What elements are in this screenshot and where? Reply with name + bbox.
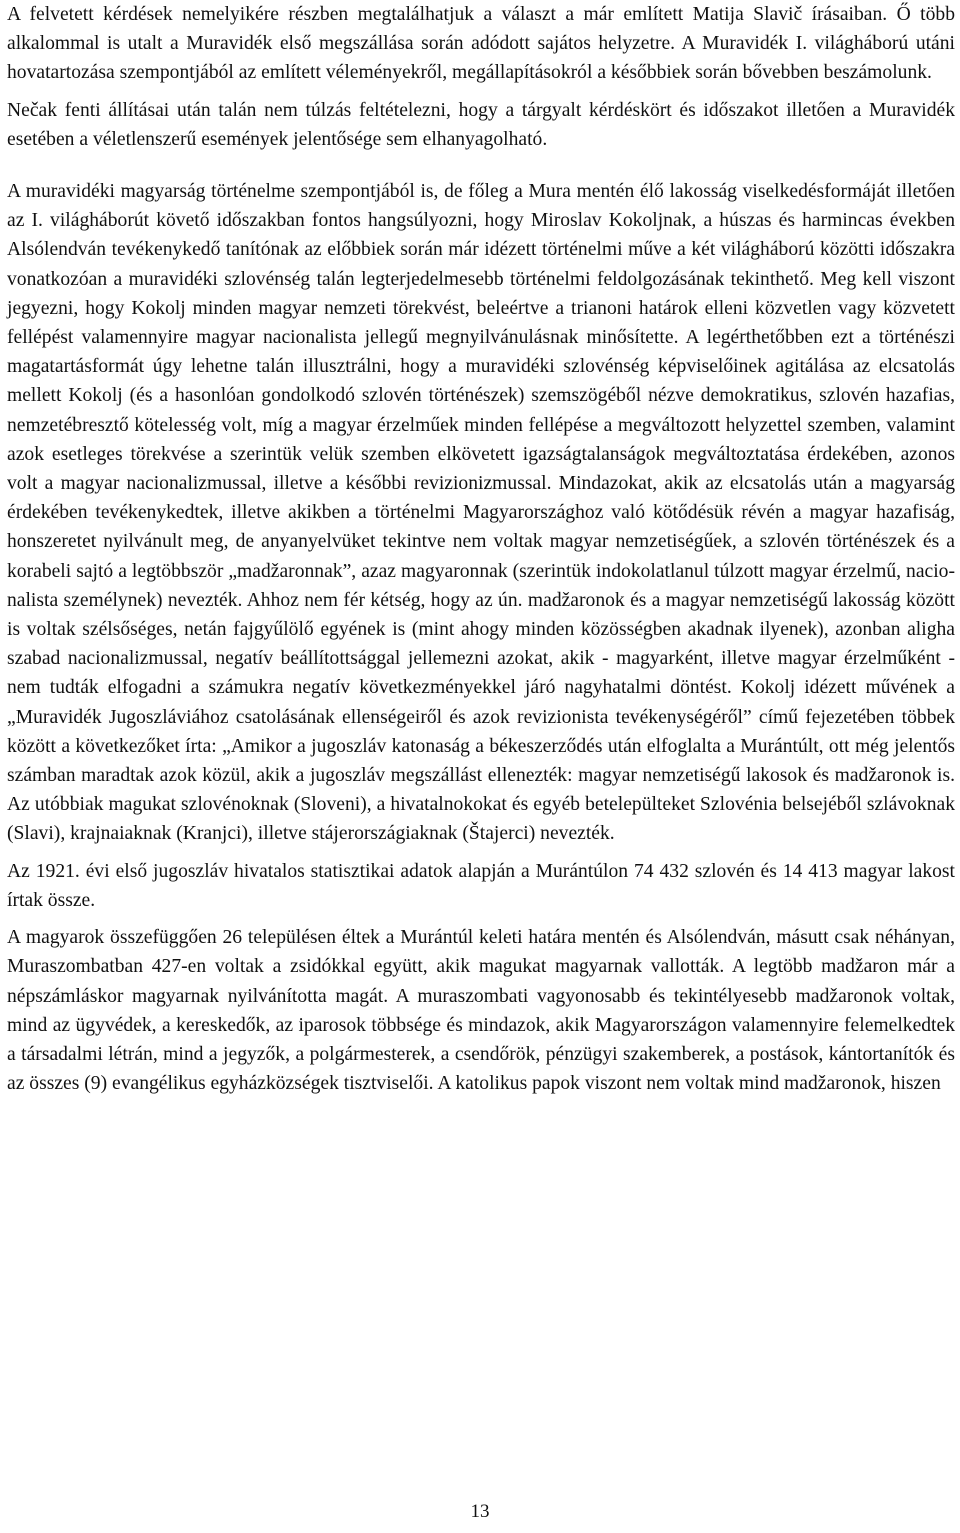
paragraph-4: Az 1921. évi első jugoszláv hivatalos statisztikai adatok alapján a Murántúlon 74 432 szlovén és 14 413 magyar lakost írtak össze. <box>7 860 955 911</box>
page-number: 13 <box>470 1501 490 1522</box>
paragraph-1: A felvetett kérdések nemelyikére részben megtalálhatjuk a választ a már említett Matija Slavič írásaiban. Ő több alkalommal is utalt a Muravidék első megszállása során adódott sajátos helyzetre. A Muravidék I. világháború utáni hovatartozása szempontjából az említett véleményekről, megállapításokról a későbbiek során bővebben beszámolunk. <box>7 4 955 84</box>
paragraph-2: Nečak fenti állításai után talán nem túlzás feltételezni, hogy a tárgyalt kérdéskört és időszakot illetően a Muravidék esetében a véletlenszerű események jelentősége sem elhanyagolható. <box>7 99 955 150</box>
document-page <box>7 0 955 1098</box>
paragraph-3: A muravidéki magyarság történelme szempontjából is, de főleg a Mura mentén élő lakosság viselkedésformáját illetően az I. világháborút követő időszakban fontos hangsúlyozni, hogy Miroslav Kokoljnak, a húszas és harmincas években Alsólendván tevékenykedő tanítónak az előbbiek során már idézett történelmi műve a két világháború közötti időszakra vonatkozóan a muravidéki szlovénség talán legterjedelmesebb történelmi feldolgozásának tekinthető. Meg kell viszont jegyezni, hogy Kokolj minden magyar nemzeti törekvést, beleértve a trianoni határok elleni közvetlen vagy közvetett fellépést valamennyire magyar nacionalista jellegű megnyilvánulásnak minősítette. A legérthetőbben ezt a történészi magatartásformát úgy lehetne talán illusztrálni, hogy a muravidéki szlovénség képviselőinek agitálása az elcsatolás mellett Kokolj (és a hasonlóan gondolkodó szlovén történészek) szemszögéből nézve demokratikus, szlovén hazafias, nemzetébresztő kötelesség volt, míg a magyar érzelműek minden fellépése a megváltozott helyzettel szemben, valamint azok esetleges törekvése a szerintük velük szemben elkövetett igazságtalanságok megváltoztatása érdekében, azonos volt a magyar nacionalizmussal, illetve a későbbi revizionizmussal. Mindazokat, akik az elcsatolás után a magyarság érdekében tevékenykedtek, illetve akikben a történelmi Magyarországhoz való kötődésük révén a magyar hazafiság, honszeretet nyilvánult meg, de anyanyelvüket tekintve nem voltak magyar nemzetiségűek, a szlovén történészek és a korabeli sajtó a legtöbbször „madžaronnak”, azaz magyaronnak (szerintük indokolatlanul túlzott magyar érzelmű, nacionalista személynek) nevezték. Ahhoz nem fér kétség, hogy az ún. madžaronok és a magyar nemzetiségű lakosság között is voltak szélsőséges, netán fajgyűlölő egyének is (mint ahogy minden közösségben akadnak ilyenek), azonban aligha szabad nacionalizmussal, negatív beállítottsággal jellemezni azokat, akik - magyarként, illetve magyar érzelműként - nem tudták elfogadni a számukra negatív következményekkel járó nagyhatalmi döntést. Kokolj idézett művének a „Muravidék Jugoszláviához csatolásának ellenségeiről és azok revizionista tevékenységéről” című fejezetében többek között a következőket írta: „Amikor a jugoszláv katonaság a békeszerződés után elfoglalta a Murántúlt, ott még jelentős számban maradtak azok közül, akik a jugoszláv megszállást ellenezték: magyar nemzetiségű lakosok és madžaronok is. Az utóbbiak magukat szlovénoknak (Sloveni), a hivatalnokokat és egyéb betelepülteket Szlovénia belsejéből szlávoknak (Slavi), krajnaiaknak (Kranjci), illetve stájerországiaknak (Štajerci) nevezték. <box>7 181 955 845</box>
paragraph-5: A magyarok összefüggően 26 településen éltek a Murántúl keleti határa mentén és Alsólendván, másutt csak néhányan, Muraszombatban 427-en voltak a zsidókkal együtt, akik magukat magyarnak vallották. A legtöbb madžaron már a népszámláskor magyarnak nyilvánította magát. A muraszombati vagyonosabb és tekintélyesebb madžaronok voltak, mind az ügyvédek, a kereskedők, az iparosok többsége és mindazok, akik Magyarországon valamennyire felemelkedtek a társadalmi létrán, mind a jegyzők, a polgármesterek, a csendőrök, pénzügyi szakemberek, a postások, kántortanítók és az összes (9) evangélikus egyházközségek tisztviselői. A katolikus papok viszont nem voltak mind madžaronok, hiszen <box>7 927 955 1095</box>
